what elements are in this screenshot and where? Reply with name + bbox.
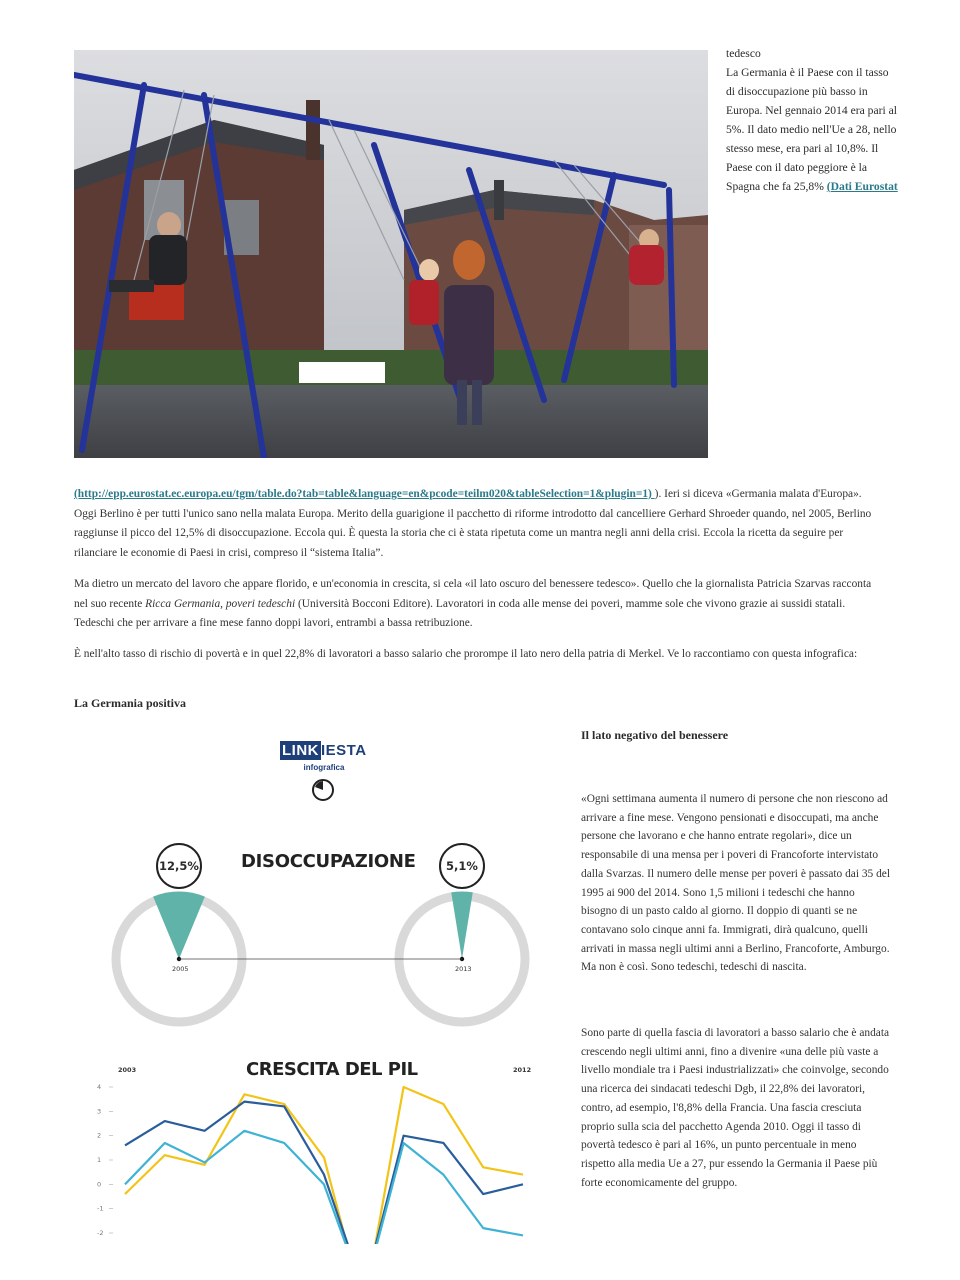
logo-link-part: LINK: [282, 742, 319, 759]
side-note: [726, 44, 898, 196]
pil-ytick-label: 0: [97, 1180, 102, 1189]
eurostat-link[interactable]: Dati Eurostat: [830, 180, 898, 193]
playground-photo-drawing: [74, 50, 708, 458]
pil-year-start: 2003: [118, 1066, 137, 1074]
disoccupazione-wedge-2013: [451, 892, 473, 960]
value-bubble-2005: 12,5%: [156, 843, 202, 889]
pil-series-line-3: [125, 1131, 523, 1244]
value-bubble-2013: 5,1%: [439, 843, 485, 889]
paragraph-mense-poveri: «Ogni settimana aumenta il numero di persone che non riescono ad arrivare a fine mese. Vengono pensionati e disoccupati, ma anche persone che lavorano e che hanno entrate regolari», dice un responsabile di una mensa per i poveri di Francoforte intervistato dalla Svarzas. Il numero delle mense per poveri è passato dai 35 del 1995 ai 900 del 2014. Sono 1,5 milioni i tedeschi che hanno bisogno di un pasto caldo al giorno. Il doppio di quanti se ne contavano solo cinque anni fa. Immigrati, dirà qualcuno, quelli arrivati in massa negli ultimi anni a Berlino, Francoforte, Amburgo. Ma non è così. Sono tedeschi, tedeschi di nascita.: [581, 793, 891, 974]
pil-y-axis: [97, 1083, 113, 1237]
heading-germania-positiva: La Germania positiva: [74, 696, 187, 710]
year-label-2005: 2005: [172, 965, 189, 973]
eurostat-link-open: (: [826, 180, 831, 193]
pil-ytick-label: -1: [97, 1204, 104, 1213]
pil-ytick-label: 2: [97, 1131, 102, 1140]
linkiesta-logo: [280, 742, 368, 762]
playground-photo: [74, 50, 708, 458]
book-title: Ricca Germania, poveri tedeschi: [145, 597, 296, 610]
clock-pie-icon: [311, 778, 335, 802]
year-label-2013: 2013: [455, 965, 472, 973]
pil-ytick-label: 3: [97, 1107, 102, 1116]
pil-series-line-2: [125, 1102, 523, 1244]
paragraph-dark-side: [74, 575, 880, 634]
side-note-body: La Germania è il Paese con il tasso di disoccupazione più basso in Europa. Nel gennaio 2014 era pari al 5%. Il dato medio nell'Ue a 28, nello stesso mese, era pari al 10,8%. Il Paese con il dato peggiore è la Spagna che fa 25,8%: [726, 66, 897, 193]
paragraph-intro: [74, 485, 880, 563]
paragraph-intro-text: ). Ieri si diceva «Germania malata d'Europa». Oggi Berlino è per tutti l'unico sano nella malata Europa. Merito della guarigione il pacchetto di riforme introdotto dal cancelliere Gerhard Shroeder quando, nel 2005, Berlino raggiunse il picco del 12,5% di disoccupazione. Eccola qui. È questa la storia che ci è stata ripetuta come un mantra negli anni della crisi. Eccola la ricetta da seguire per rilanciare le economie di Paesi in crisi, compreso il “sistema Italia”.: [74, 488, 872, 559]
paragraph-basso-salario: Sono parte di quella fascia di lavoratori a basso salario che è andata crescendo negli ultimi anni, fino a divenire «una delle più vaste a livello mondiale tra i Paesi industrializzati» che coinvolge, secondo una ricerca dei sindacati tedeschi Dgb, il 22,8% dei lavoratori, contro, ad esempio, l'8,8% della Francia. Una fascia cresciuta proprio sulla scia del pacchetto Agenda 2010. Oggi il tasso di povertà tedesco è pari al 16%, un punto percentuale in meno rispetto alla media Ue a 27, pur essendo la Germania il Paese più forte economicamente del gruppo.: [581, 1027, 890, 1189]
heading-lato-negativo: Il lato negativo del benessere: [581, 728, 729, 742]
pil-ytick-label: -2: [97, 1229, 104, 1237]
pil-line-chart: [95, 1078, 535, 1244]
pil-title: CRESCITA DEL PIL: [246, 1059, 418, 1080]
pil-series: [125, 1087, 523, 1244]
disoccupazione-rings: [116, 892, 525, 1023]
pil-year-end: 2012: [513, 1066, 532, 1074]
eurostat-url-link[interactable]: (http://epp.eurostat.ec.europa.eu/tgm/table.do?tab=table&language=en&pcode=teilm020&tableSelection=1&plugin=1): [74, 488, 655, 500]
side-note-lead: tedesco: [726, 47, 761, 60]
infographic: [95, 738, 535, 1244]
disoccupazione-title: DISOCCUPAZIONE: [241, 851, 416, 872]
pil-ytick-label: 4: [97, 1083, 102, 1091]
paragraph-dark-side-after: (Università Bocconi Editore). Lavoratori in coda alle mense dei poveri, mamme sole che vivono grazie ai sussidi statali. Tedeschi che per arrivare a fine mese fanno doppi lavori, entrambi a bassa retribuzione.: [74, 597, 846, 629]
logo-iesta-part: IESTA: [321, 742, 367, 759]
disoccupazione-wedge-2005: [153, 892, 205, 960]
logo-subtitle: infografica: [303, 763, 345, 772]
paragraph-infographic-intro: È nell'alto tasso di rischio di povertà e in quel 22,8% di lavoratori a basso salario che prorompe il lato nero della patria di Merkel. Ve lo raccontiamo con questa infografica:: [74, 648, 858, 660]
pil-ytick-label: 1: [97, 1156, 102, 1164]
paragraph-dark-side-before: Ma dietro un mercato del lavoro che appare florido, e un'economia in crescita, si cela «il lato oscuro del benessere tedesco». Quello che la giornalista Patricia Szarvas racconta nel suo recente: [74, 578, 872, 610]
pil-series-line-1: [125, 1087, 523, 1244]
